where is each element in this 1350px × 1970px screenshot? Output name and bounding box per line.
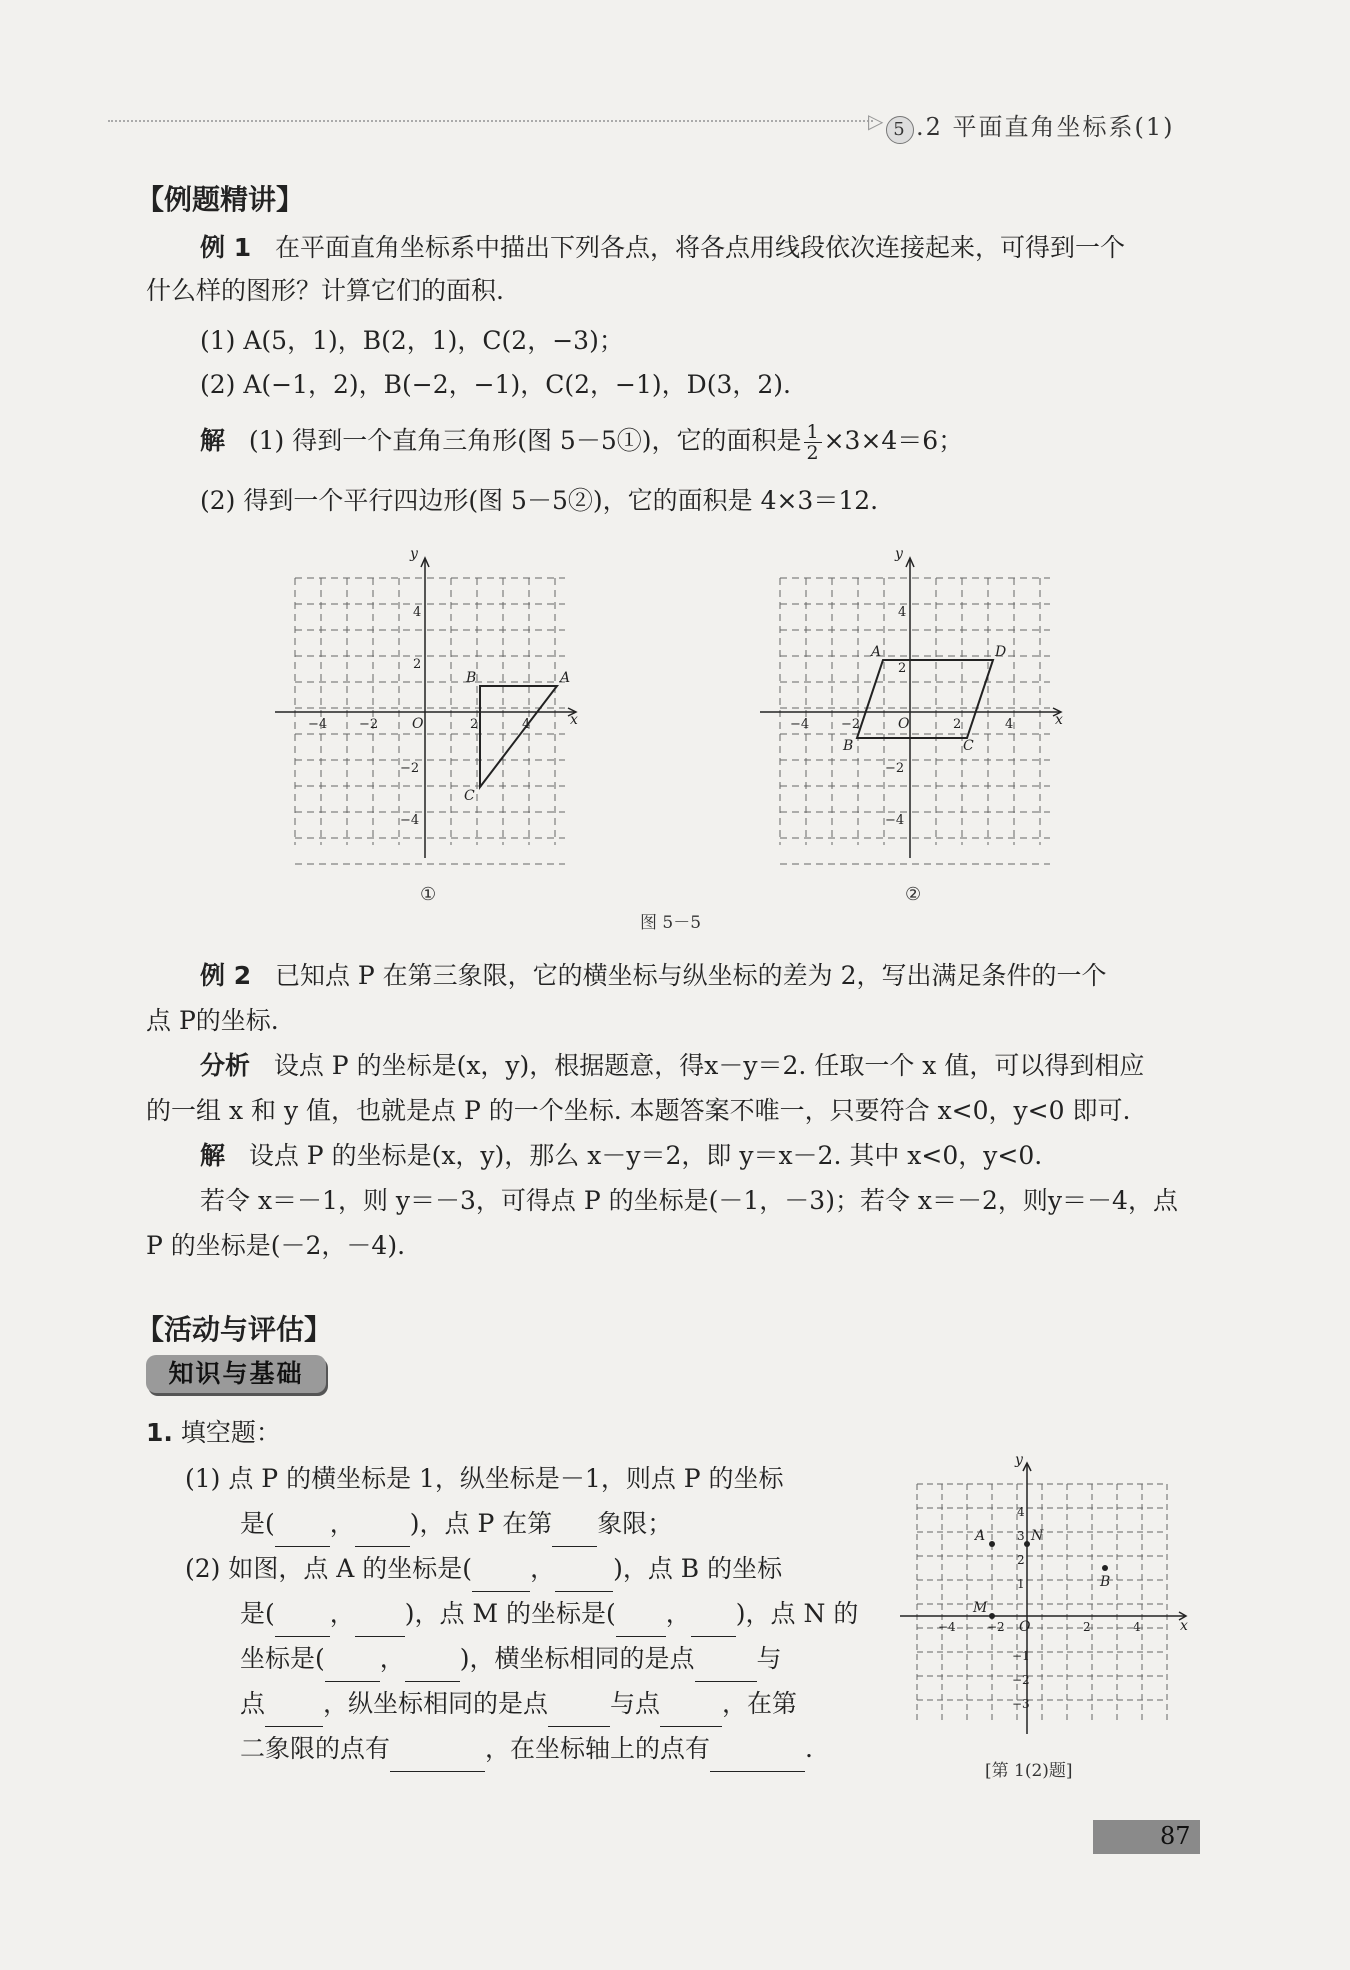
- section-title-activity: 【活动与评估】: [136, 1313, 333, 1346]
- sol1-text: (1) 得到一个直角三角形(图 5－5①)，它的面积是: [248, 426, 802, 455]
- q1-2-line2: 是( ， )，点 M 的坐标是( ， )，点 N 的: [240, 1591, 858, 1637]
- tick-y-n2: −2: [1012, 1673, 1030, 1687]
- page-number: 87: [1160, 1822, 1191, 1850]
- point-b-label: B: [466, 670, 477, 686]
- point-n: [1024, 1541, 1030, 1547]
- ex2-line2: 点 P的坐标.: [146, 1006, 279, 1035]
- header-divider: [108, 120, 873, 122]
- small-figure-caption: [第 1(2)题]: [985, 1761, 1073, 1781]
- y-axis-label: y: [895, 546, 903, 562]
- point-a-label: A: [560, 670, 571, 686]
- ex1-solution2: (2) 得到一个平行四边形(图 5－5②)，它的面积是 4×3＝12.: [200, 486, 879, 515]
- blank-n-y[interactable]: [405, 1636, 460, 1682]
- ex2-solution-line1: [200, 1133, 1042, 1178]
- subfigure-label-2: ②: [905, 884, 922, 905]
- ex2-sol-text1: 设点 P 的坐标是(x，y)，那么 x－y＝2，即 y＝x－2. 其中 x<0，y<0.: [248, 1141, 1043, 1170]
- point-c-label: C: [963, 738, 974, 754]
- ex1-text1: 在平面直角坐标系中描出下列各点，将各点用线段依次连接起来，可得到一个: [274, 233, 1125, 262]
- q1-2-line1: (2) 如图，点 A 的坐标是( ， )，点 B 的坐标: [185, 1546, 782, 1592]
- x-axis-label: x: [1180, 1618, 1188, 1634]
- q1-heading: [146, 1410, 281, 1455]
- origin-label: O: [412, 716, 424, 732]
- ex2-label: 例 2: [200, 961, 252, 990]
- ex2-sol-label: 解: [200, 1141, 226, 1170]
- tick-y-4: 4: [898, 605, 907, 620]
- origin-label: O: [898, 716, 910, 732]
- tick-x-2: 2: [1083, 1620, 1091, 1634]
- subfigure-label-1: ①: [420, 884, 437, 905]
- tick-y-n2: −2: [400, 761, 420, 776]
- frac-num: 1: [804, 422, 822, 443]
- point-b: [1102, 1565, 1108, 1571]
- tick-x-n2: −2: [359, 717, 379, 732]
- chapter-title: .2 平面直角坐标系(1): [916, 113, 1175, 141]
- origin-label: O: [1019, 1619, 1031, 1635]
- point-a-label: A: [975, 1528, 986, 1544]
- point-m-label: M: [973, 1600, 988, 1616]
- analysis-text1: 设点 P 的坐标是(x，y)，根据题意，得x－y＝2. 任取一个 x 值，可以得到相应: [273, 1051, 1145, 1080]
- ex2-solution-line3: P 的坐标是(－2，－4).: [146, 1231, 406, 1260]
- y-axis-label: y: [410, 546, 418, 562]
- section-title-examples: 【例题精讲】: [136, 183, 305, 216]
- q1-1-line1: (1) 点 P 的横坐标是 1，纵坐标是－1，则点 P 的坐标: [185, 1464, 784, 1493]
- tick-x-n2: −2: [987, 1620, 1005, 1634]
- sol1-result: ×3×4＝6；: [823, 426, 964, 455]
- point-m: [989, 1613, 995, 1619]
- blank-m-x[interactable]: [616, 1591, 666, 1637]
- tick-y-2: 2: [413, 657, 422, 672]
- point-d-label: D: [995, 644, 1007, 660]
- tick-y-n2: −2: [885, 761, 905, 776]
- tick-x-n4: −4: [308, 717, 328, 732]
- point-n-label: N: [1031, 1528, 1044, 1544]
- blank-same-y-2[interactable]: [660, 1681, 722, 1727]
- tick-y-n4: −4: [400, 813, 420, 828]
- blank-same-x-2[interactable]: [265, 1681, 323, 1727]
- analysis-label: 分析: [200, 1051, 251, 1080]
- point-a: [989, 1541, 995, 1547]
- tick-y-n1: −1: [1012, 1649, 1030, 1663]
- q1-2-line3: 坐标是( ， )，横坐标相同的是点 与: [240, 1636, 782, 1682]
- point-c-label: C: [464, 788, 475, 804]
- point-a-label: A: [871, 644, 882, 660]
- ex1-line2: 什么样的图形？计算它们的面积.: [146, 276, 504, 305]
- ex1-label: 例 1: [200, 233, 252, 262]
- tick-x-n2: −2: [841, 717, 861, 732]
- q1-title: 填空题：: [180, 1418, 281, 1447]
- tick-y-4: 4: [1017, 1505, 1025, 1519]
- tick-x-n4: −4: [790, 717, 810, 732]
- point-b-label: B: [843, 738, 854, 754]
- q1-2-line4: 点 ，纵坐标相同的是点 与点 ，在第: [240, 1681, 797, 1727]
- tick-y-2: 2: [898, 661, 907, 676]
- blank-m-y[interactable]: [691, 1591, 736, 1637]
- ex2-line1: [200, 953, 1107, 998]
- tick-y-n3: −3: [1012, 1697, 1030, 1711]
- frac-den: 2: [806, 442, 819, 464]
- figure-5-5-1: [260, 540, 590, 920]
- ex1-line1: [200, 225, 1125, 270]
- arrow-icon: ▷: [868, 109, 884, 133]
- analysis-line1: [200, 1043, 1144, 1088]
- blank-quadrant2-points[interactable]: [390, 1726, 485, 1772]
- sol-label: 解: [200, 426, 226, 455]
- point-b-label: B: [1100, 1574, 1111, 1590]
- tick-x-4: 4: [1005, 717, 1014, 732]
- knowledge-badge: 知识与基础: [146, 1355, 326, 1393]
- blank-same-x-1[interactable]: [695, 1636, 757, 1682]
- blank-quadrant[interactable]: [552, 1501, 597, 1547]
- blank-n-x[interactable]: [325, 1636, 380, 1682]
- blank-a-y[interactable]: [555, 1546, 613, 1592]
- chapter-heading: [886, 107, 1175, 144]
- q1-number: 1.: [146, 1418, 173, 1447]
- x-axis-label: x: [570, 712, 578, 728]
- analysis-line2: 的一组 x 和 y 值，也就是点 P 的一个坐标. 本题答案不唯一，只要符合 x<0，y<0 即可.: [146, 1096, 1131, 1125]
- ex2-text1: 已知点 P 在第三象限，它的横坐标与纵坐标的差为 2，写出满足条件的一个: [274, 961, 1107, 990]
- grid: [917, 1484, 1167, 1722]
- tick-y-2: 2: [1017, 1553, 1025, 1567]
- blank-b-y[interactable]: [355, 1591, 405, 1637]
- fraction-one-half: [804, 422, 822, 463]
- ex1-part2: (2) A(−1，2)，B(−2，−1)，C(2，−1)，D(3，2).: [200, 370, 791, 399]
- tick-x-n4: −4: [938, 1620, 956, 1634]
- figure-5-5-2: [745, 540, 1075, 920]
- ex2-solution-line2: 若令 x＝－1，则 y＝－3，可得点 P 的坐标是(－1，－3)；若令 x＝－2，则y＝－4，点: [200, 1186, 1178, 1215]
- blank-a-x[interactable]: [472, 1546, 530, 1592]
- x-axis-label: x: [1055, 712, 1063, 728]
- parallelogram-abcd: [857, 660, 993, 738]
- blank-same-y-1[interactable]: [548, 1681, 610, 1727]
- tick-y-1: 1: [1017, 1577, 1025, 1591]
- blank-b-x[interactable]: [275, 1591, 330, 1637]
- blank-p-x[interactable]: [275, 1501, 330, 1547]
- chapter-number-circle: 5: [886, 116, 914, 144]
- tick-y-4: 4: [413, 605, 422, 620]
- tick-y-3: 3: [1017, 1529, 1025, 1543]
- figure-q1-2: [895, 1452, 1205, 1752]
- ex1-part1: (1) A(5，1)，B(2，1)，C(2，−3)；: [200, 326, 624, 355]
- blank-p-y[interactable]: [355, 1501, 410, 1547]
- axes: [900, 1463, 1186, 1734]
- tick-y-n4: −4: [885, 813, 905, 828]
- q1-1-line2: 是( ， )，点 P 在第 象限；: [240, 1501, 672, 1547]
- ex1-solution1: [200, 418, 963, 463]
- tick-x-2: 2: [953, 717, 962, 732]
- blank-axis-points[interactable]: [710, 1726, 805, 1772]
- figure-caption: 图 5－5: [640, 913, 702, 933]
- y-axis-label: y: [1015, 1452, 1023, 1468]
- q1-2-line5: 二象限的点有 ，在坐标轴上的点有 .: [240, 1726, 813, 1772]
- tick-x-4: 4: [1133, 1620, 1141, 1634]
- triangle-abc: [480, 686, 557, 787]
- tick-x-2: 2: [470, 717, 479, 732]
- tick-x-4: 4: [522, 717, 531, 732]
